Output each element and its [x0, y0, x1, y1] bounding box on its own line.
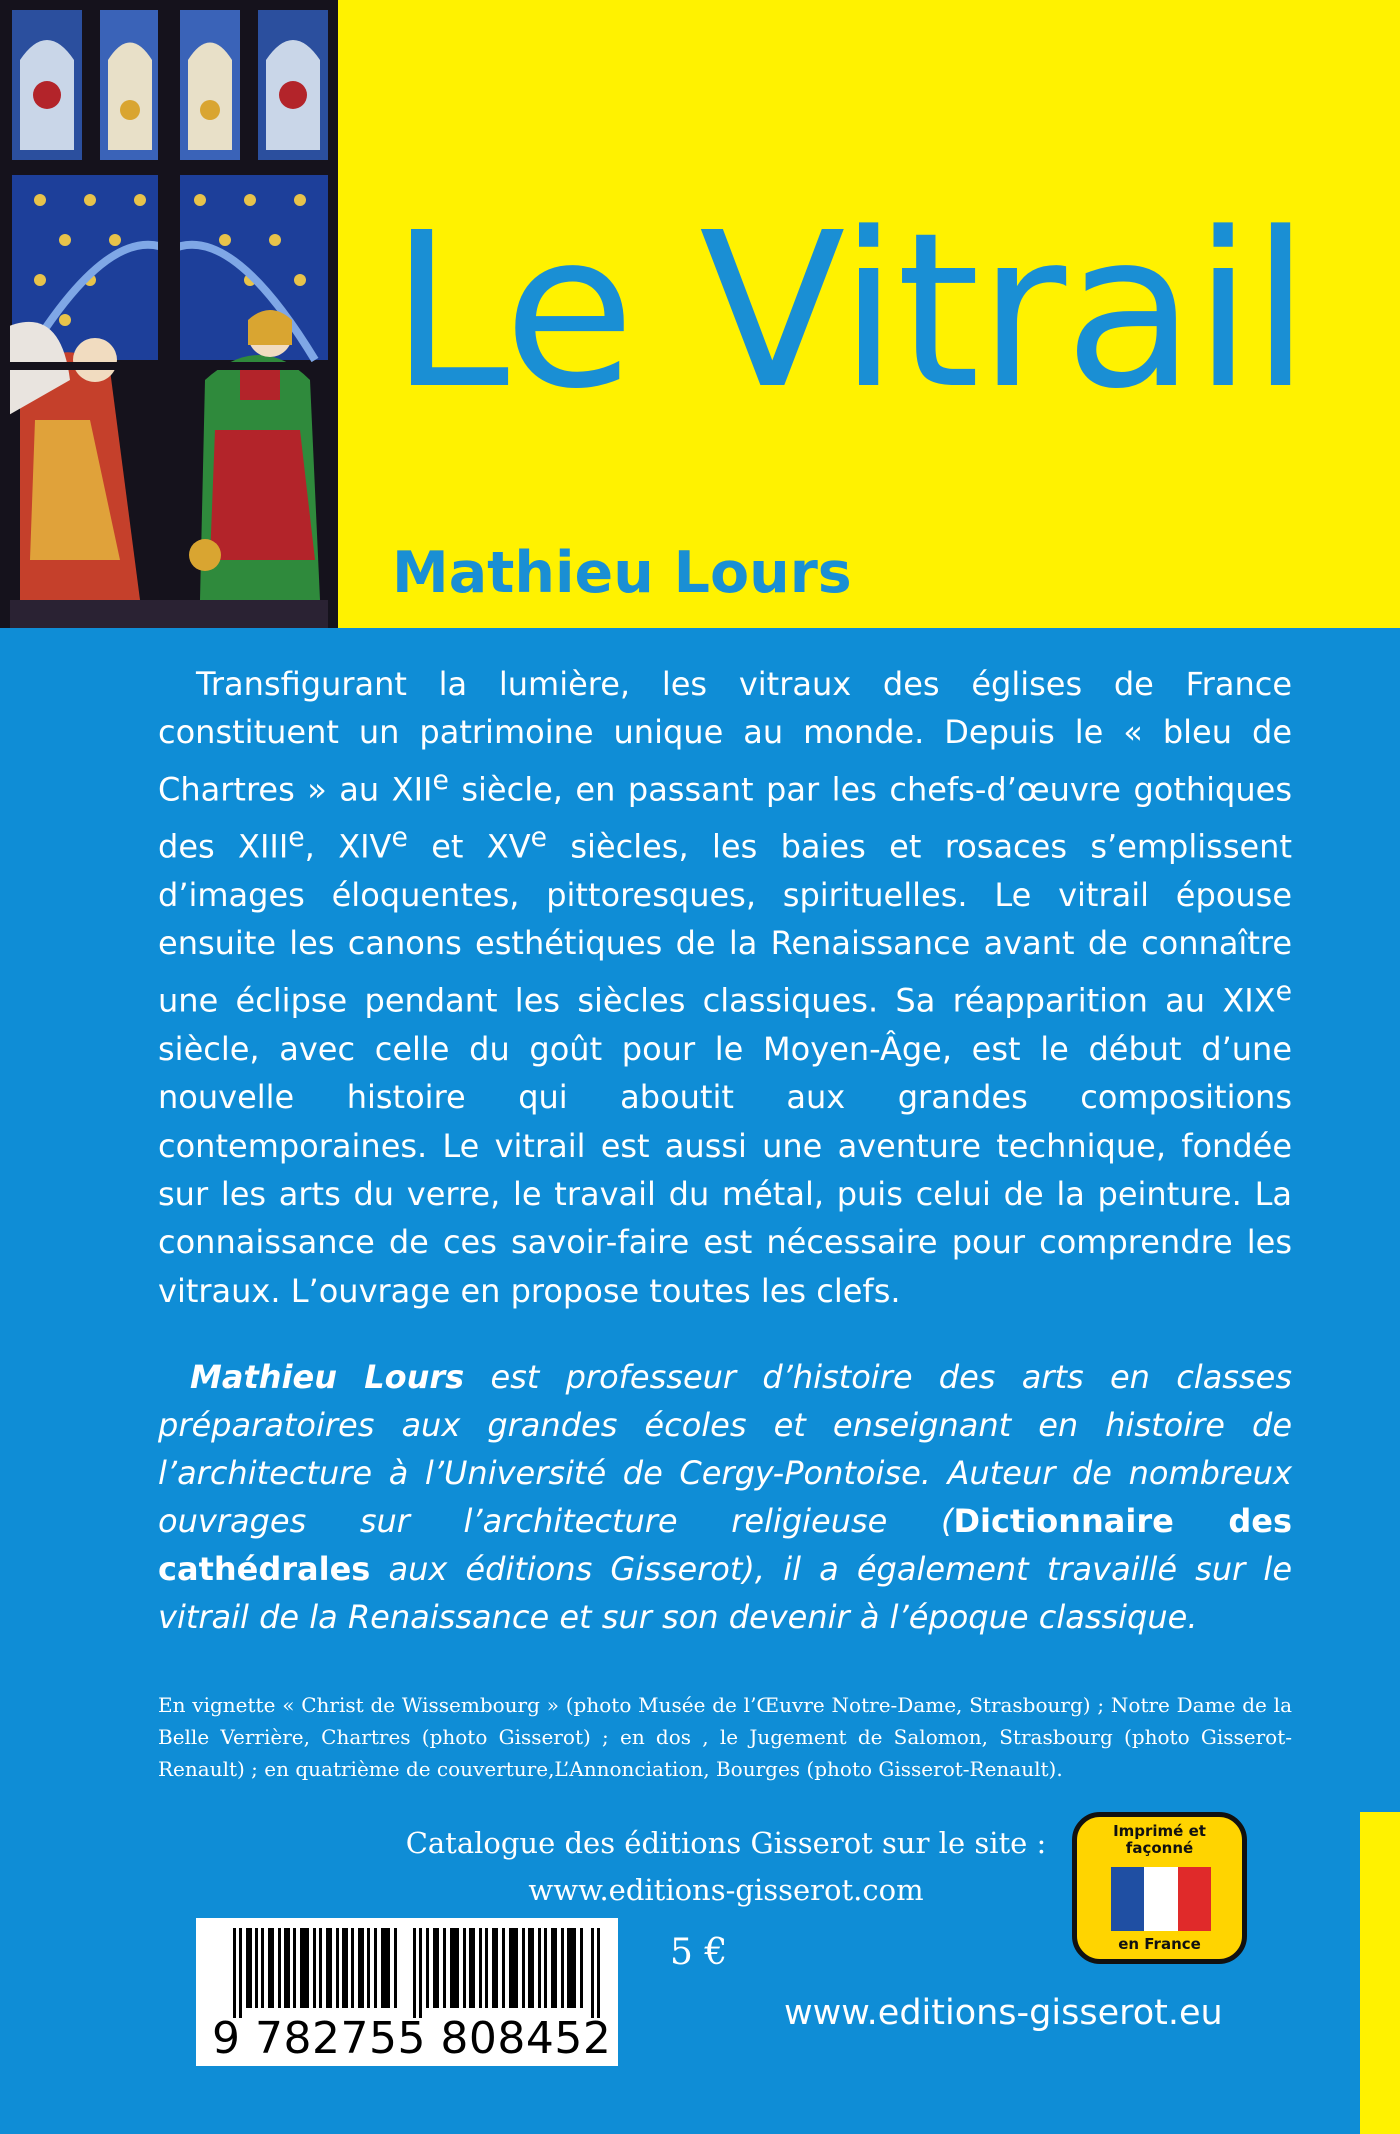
catalogue-line: Catalogue des éditions Gisserot sur le site :	[405, 1826, 1047, 1860]
catalogue-url[interactable]: www.editions-gisserot.com	[528, 1873, 924, 1907]
french-flag-icon	[1111, 1867, 1211, 1931]
price: 5 €	[670, 1932, 728, 1973]
author-bio: Mathieu Lours est professeur d’histoire des arts en classes préparatoires aux grandes écoles et enseignant en histoire de l’architecture à l’Université de Cergy-Pontoise. Auteur de nombreux ouvrages sur l’architecture religieuse (Dictionnaire des cathédrales aux éditions Gisserot), il a également travaillé sur le vitrail de la Renaissance et sur son devenir à l’époque classique.	[158, 1358, 1293, 1636]
bio-author-name: Mathieu Lours	[190, 1358, 465, 1396]
isbn-number: 9 782755 808452	[212, 2013, 612, 2064]
book-title: Le Vitrail	[390, 187, 1309, 436]
catalogue-info	[340, 1820, 1112, 1914]
author-name: Mathieu Lours	[392, 540, 852, 606]
made-in-france-badge	[1072, 1812, 1247, 1964]
barcode	[196, 1918, 618, 2066]
stained-glass-image	[0, 0, 338, 628]
photo-credits: En vignette « Christ de Wissembourg » (photo Musée de l’Œuvre Notre-Dame, Strasbourg) ; Notre Dame de la Belle Verrière, Chartres (photo Gisserot) ; en dos , le Jugement de Salomon, Strasbourg (photo Gisserot-Renault) ; en quatrième de couverture,L’Annonciation, Bourges (photo Gisserot-Renault).	[158, 1693, 1292, 1781]
website-eu-link[interactable]: www.editions-gisserot.eu	[784, 1993, 1223, 2033]
bio-book-title: Dictionnaire des cathédrales	[158, 1502, 1293, 1588]
barcode-icon	[233, 1928, 603, 2018]
blurb-paragraph: Transfigurant la lumière, les vitraux des églises de France constituent un patrimoine unique au monde. Depuis le « bleu de Chartres » au XIIe siècle, en passant par les chefs-d’œuvre gothiques des XIIIe, XIVe et XVe siècles, les baies et rosaces s’emplissent d’images éloquentes, pittoresques, spirituelles. Le vitrail épouse ensuite les canons esthétiques de la Renaissance avant de connaître une éclipse pendant les siècles classiques. Sa réapparition au XIXe siècle, avec celle du goût pour le Moyen-Âge, est le début d’une nouvelle histoire qui aboutit aux grandes compositions contemporaines. Le vitrail est aussi une aventure technique, fondée sur les arts du verre, le travail du métal, puis celui de la peinture. La connaissance de ces savoir-faire est nécessaire pour comprendre les vitraux. L’ouvrage en propose toutes les clefs.	[158, 665, 1293, 1310]
badge-bottom-text: en France	[1118, 1935, 1201, 1953]
yellow-spine-stripe	[1360, 1812, 1400, 2134]
stained-glass-window-icon	[0, 0, 338, 628]
badge-top-text: Imprimé et façonné	[1113, 1822, 1206, 1857]
